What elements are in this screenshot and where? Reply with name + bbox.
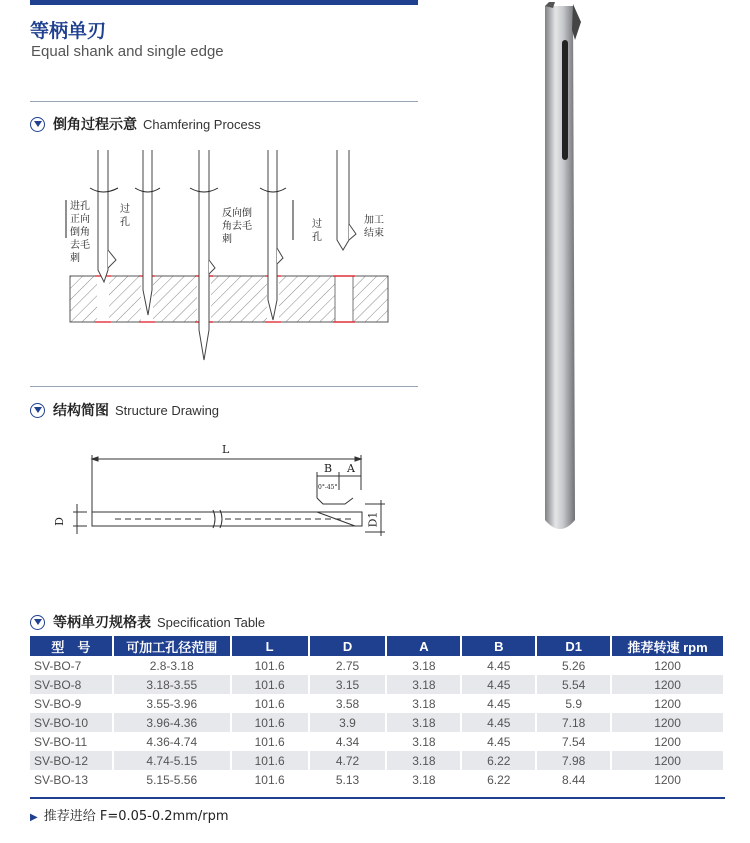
dim-label-D: D	[52, 517, 66, 526]
specification-table	[30, 636, 725, 789]
table-cell: 5.13	[309, 770, 387, 789]
page-subtitle: Equal shank and single edge	[31, 43, 224, 60]
table-cell: 4.34	[309, 732, 387, 751]
table-header-row	[30, 636, 724, 656]
table-row	[30, 732, 724, 751]
table-cell: 5.9	[536, 694, 611, 713]
process-label-step3: 反向倒角去毛刺	[222, 208, 252, 245]
table-cell: 1200	[611, 675, 724, 694]
table-cell: SV-BO-13	[30, 770, 113, 789]
table-row	[30, 751, 724, 770]
table-cell: 4.45	[461, 675, 536, 694]
table-cell: 3.18	[386, 675, 461, 694]
process-label-step5: 加工结束	[364, 215, 384, 239]
page-title: 等柄单刃	[30, 20, 107, 42]
dim-label-D1: D1	[366, 511, 380, 528]
table-cell: 7.98	[536, 751, 611, 770]
table-cell: 3.15	[309, 675, 387, 694]
section-heading-chamfer	[30, 114, 261, 134]
table-cell: 3.58	[309, 694, 387, 713]
table-cell: 101.6	[231, 770, 309, 789]
column-header: D1	[536, 636, 611, 656]
table-cell: 3.18	[386, 694, 461, 713]
section-heading-spec	[30, 612, 265, 632]
table-row	[30, 694, 724, 713]
section-title-cn: 结构简图	[53, 403, 109, 419]
chamfering-process-diagram	[60, 140, 400, 370]
section-title-cn: 倒角过程示意	[53, 117, 137, 133]
table-cell: 3.55-3.96	[113, 694, 231, 713]
table-cell: 5.15-5.56	[113, 770, 231, 789]
feed-text: 推荐进给 F=0.05-0.2mm/rpm	[43, 809, 229, 824]
section-heading-structure	[30, 400, 219, 420]
table-cell: 3.18	[386, 713, 461, 732]
table-cell: 101.6	[231, 675, 309, 694]
divider	[30, 101, 418, 102]
top-accent-bar	[30, 0, 418, 5]
divider	[30, 386, 418, 387]
process-label-step1: 进孔正向倒角去毛刺	[70, 201, 90, 264]
section-title-en: Chamfering Process	[143, 116, 261, 132]
table-cell: 101.6	[231, 656, 309, 675]
table-cell: 101.6	[231, 713, 309, 732]
section-title-cn: 等柄单刃规格表	[53, 615, 151, 631]
structure-drawing	[52, 440, 395, 550]
table-cell: 3.18	[386, 656, 461, 675]
table-cell: 1200	[611, 770, 724, 789]
chevron-down-icon	[30, 117, 45, 132]
column-header: 推荐转速 rpm	[611, 636, 724, 656]
process-label-step2: 过孔	[120, 204, 130, 228]
table-cell: SV-BO-10	[30, 713, 113, 732]
table-cell: 1200	[611, 694, 724, 713]
table-cell: 4.36-4.74	[113, 732, 231, 751]
table-cell: 4.45	[461, 713, 536, 732]
table-cell: 1200	[611, 656, 724, 675]
chevron-down-icon	[30, 615, 45, 630]
dim-label-L: L	[222, 443, 230, 456]
table-cell: SV-BO-8	[30, 675, 113, 694]
table-cell: SV-BO-12	[30, 751, 113, 770]
table-cell: 4.45	[461, 694, 536, 713]
table-cell: 3.18	[386, 732, 461, 751]
section-title-en: Specification Table	[157, 614, 266, 630]
table-cell: 7.18	[536, 713, 611, 732]
table-cell: 7.54	[536, 732, 611, 751]
table-cell: 1200	[611, 751, 724, 770]
column-header: 可加工孔径范围	[113, 636, 231, 656]
table-row	[30, 675, 724, 694]
table-cell: 4.45	[461, 732, 536, 751]
table-cell: 101.6	[231, 732, 309, 751]
tool-product-image	[535, 0, 585, 540]
table-cell: 3.9	[309, 713, 387, 732]
section-title-en: Structure Drawing	[115, 402, 220, 418]
column-header: B	[461, 636, 536, 656]
column-header: L	[231, 636, 309, 656]
table-cell: 3.18	[386, 770, 461, 789]
dim-label-A: A	[347, 462, 355, 475]
table-cell: 3.96-4.36	[113, 713, 231, 732]
dim-label-angle: 0°-45°	[318, 484, 338, 491]
dim-label-B: B	[324, 462, 333, 475]
column-header: A	[386, 636, 461, 656]
table-cell: 6.22	[461, 751, 536, 770]
table-cell: 4.72	[309, 751, 387, 770]
table-cell: 2.8-3.18	[113, 656, 231, 675]
table-cell: 101.6	[231, 694, 309, 713]
triangle-right-icon: ▶	[30, 812, 38, 823]
column-header: D	[309, 636, 387, 656]
table-row	[30, 770, 724, 789]
feed-recommendation	[30, 805, 228, 824]
table-cell: 101.6	[231, 751, 309, 770]
table-cell: 6.22	[461, 770, 536, 789]
table-cell: 4.45	[461, 656, 536, 675]
table-cell: 4.74-5.15	[113, 751, 231, 770]
table-cell: SV-BO-7	[30, 656, 113, 675]
column-header: 型 号	[30, 636, 113, 656]
table-row	[30, 656, 724, 675]
table-cell: 3.18	[386, 751, 461, 770]
table-cell: SV-BO-11	[30, 732, 113, 751]
table-cell: 5.54	[536, 675, 611, 694]
table-cell: 1200	[611, 713, 724, 732]
table-row	[30, 713, 724, 732]
table-cell: 1200	[611, 732, 724, 751]
table-cell: SV-BO-9	[30, 694, 113, 713]
process-label-step4: 过孔	[312, 219, 322, 243]
table-cell: 2.75	[309, 656, 387, 675]
table-cell: 3.18-3.55	[113, 675, 231, 694]
table-bottom-rule	[30, 797, 725, 799]
chevron-down-icon	[30, 403, 45, 418]
table-cell: 5.26	[536, 656, 611, 675]
table-cell: 8.44	[536, 770, 611, 789]
